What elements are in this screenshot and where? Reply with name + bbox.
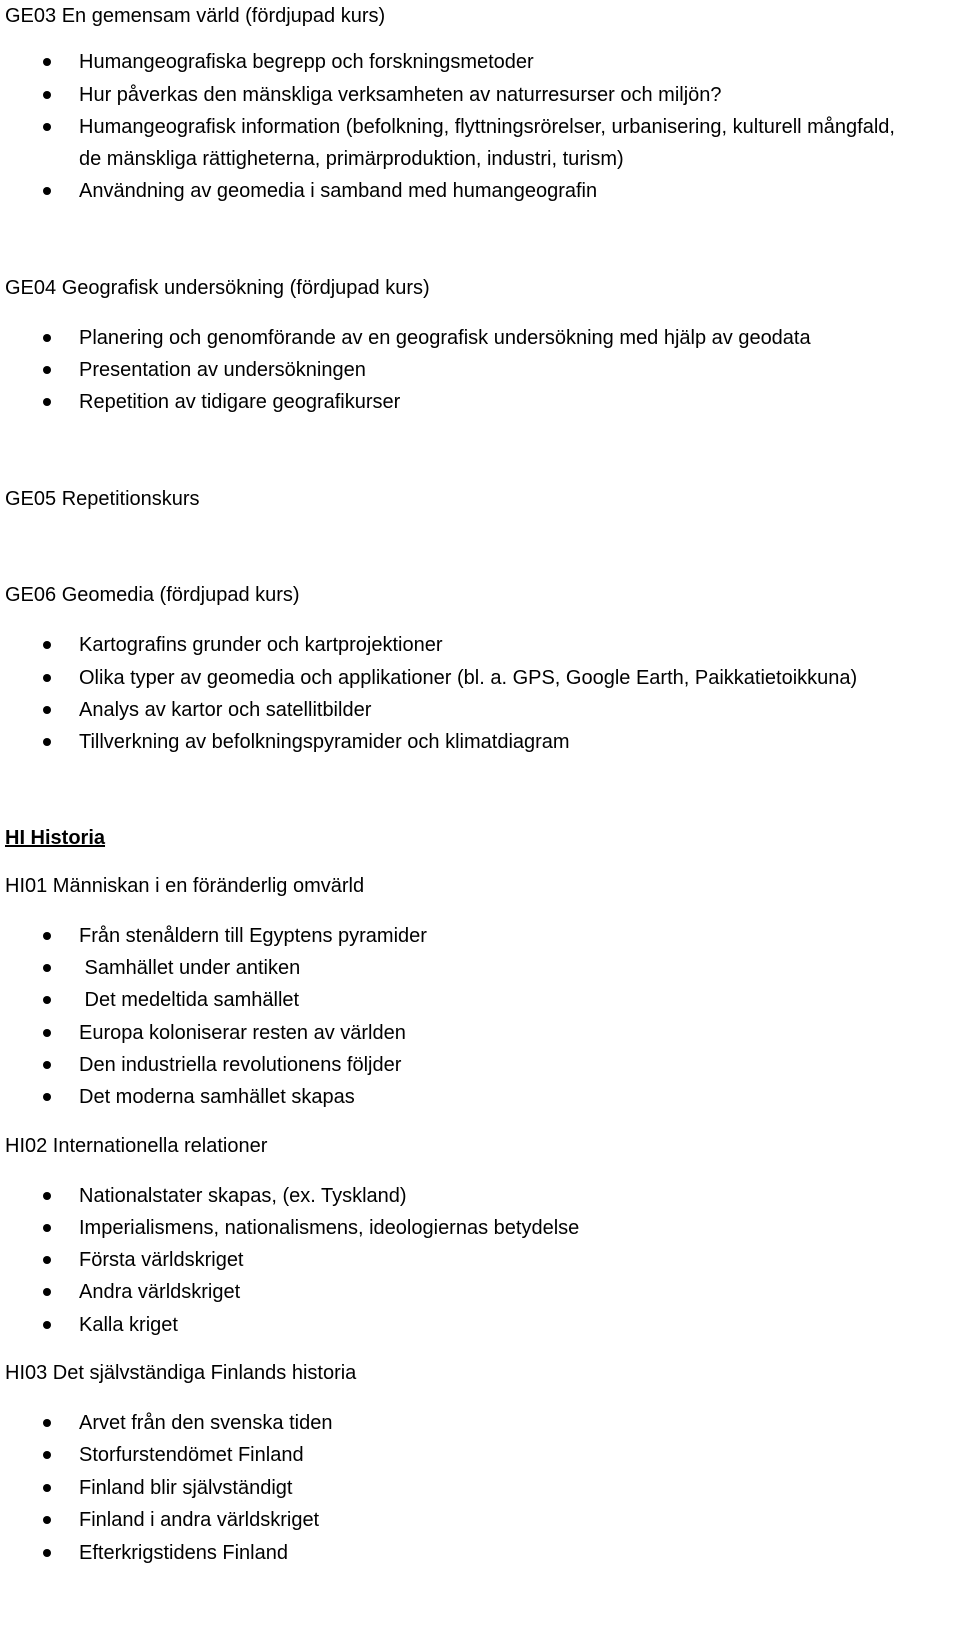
bullet-icon [43,641,51,649]
bullet-icon [43,187,51,195]
bullet-icon [43,1224,51,1232]
list-item: Tillverkning av befolkningspyramider och klimatdiagram [79,731,570,753]
list-item: Presentation av undersökningen [79,359,366,381]
list-item: Europa koloniserar resten av världen [79,1022,406,1044]
list-item: Det moderna samhället skapas [79,1086,355,1108]
subject-title: HI Historia [5,827,106,849]
list-item: Den industriella revolutionens följder [79,1054,402,1076]
section-heading-ge04: GE04 Geografisk undersökning (fördjupad kurs) [5,277,430,299]
bullet-icon [43,1484,51,1492]
bullet-icon [43,1451,51,1459]
bullet-icon [43,964,51,972]
bullet-icon [43,1093,51,1101]
bullet-icon [43,1549,51,1557]
section-heading-hi02: HI02 Internationella relationer [5,1135,268,1157]
list-item: Det medeltida samhället [79,989,300,1011]
section-heading-ge03: GE03 En gemensam värld (fördjupad kurs) [5,5,386,27]
list-item: Nationalstater skapas, (ex. Tyskland) [79,1185,407,1207]
bullet-icon [43,366,51,374]
list-item: Olika typer av geomedia och applikationer (bl. a. GPS, Google Earth, Paikkatietoikkuna) [79,667,858,689]
list-item: Finland blir självständigt [79,1477,293,1499]
list-item: Efterkrigstidens Finland [79,1542,288,1564]
bullet-icon [43,996,51,1004]
bullet-icon [43,706,51,714]
list-item: Arvet från den svenska tiden [79,1412,333,1434]
bullet-icon [43,1419,51,1427]
list-item: Planering och genomförande av en geografisk undersökning med hjälp av geodata [79,327,811,349]
list-item: Kalla kriget [79,1314,178,1336]
list-item: Humangeografisk information (befolkning, flyttningsrörelser, urbanisering, kulturell mångfald, de mänskliga rättigheterna, primärproduktion, industri, turism) [79,116,895,170]
bullet-icon [43,674,51,682]
bullet-icon [43,1192,51,1200]
bullet-icon [43,1288,51,1296]
list-item: Andra världskriget [79,1281,241,1303]
list-item: Imperialismens, nationalismens, ideologiernas betydelse [79,1217,580,1239]
list-item: Från stenåldern till Egyptens pyramider [79,925,427,947]
list-item: Humangeografiska begrepp och forskningsmetoder [79,51,534,73]
section-heading-ge05: GE05 Repetitionskurs [5,488,200,510]
bullet-icon [43,334,51,342]
list-item: Repetition av tidigare geografikurser [79,391,401,413]
section-heading-ge06: GE06 Geomedia (fördjupad kurs) [5,584,300,606]
bullet-icon [43,1516,51,1524]
bullet-icon [43,1029,51,1037]
list-item: Samhället under antiken [79,957,301,979]
bullet-icon [43,1256,51,1264]
list-item: Hur påverkas den mänskliga verksamheten av naturresurser och miljön? [79,84,722,106]
list-item: Finland i andra världskriget [79,1509,320,1531]
bullet-icon [43,932,51,940]
bullet-icon [43,91,51,99]
bullet-icon [43,1061,51,1069]
list-item: Första världskriget [79,1249,244,1271]
bullet-icon [43,398,51,406]
bullet-icon [43,58,51,66]
list-item: Storfurstendömet Finland [79,1444,304,1466]
list-item: Analys av kartor och satellitbilder [79,699,372,721]
bullet-icon [43,123,51,131]
section-heading-hi03: HI03 Det självständiga Finlands historia [5,1362,357,1384]
section-heading-hi01: HI01 Människan i en föränderlig omvärld [5,875,365,897]
bullet-icon [43,738,51,746]
bullet-icon [43,1321,51,1329]
list-item: Kartografins grunder och kartprojektioner [79,634,443,656]
list-item: Användning av geomedia i samband med humangeografin [79,180,598,202]
